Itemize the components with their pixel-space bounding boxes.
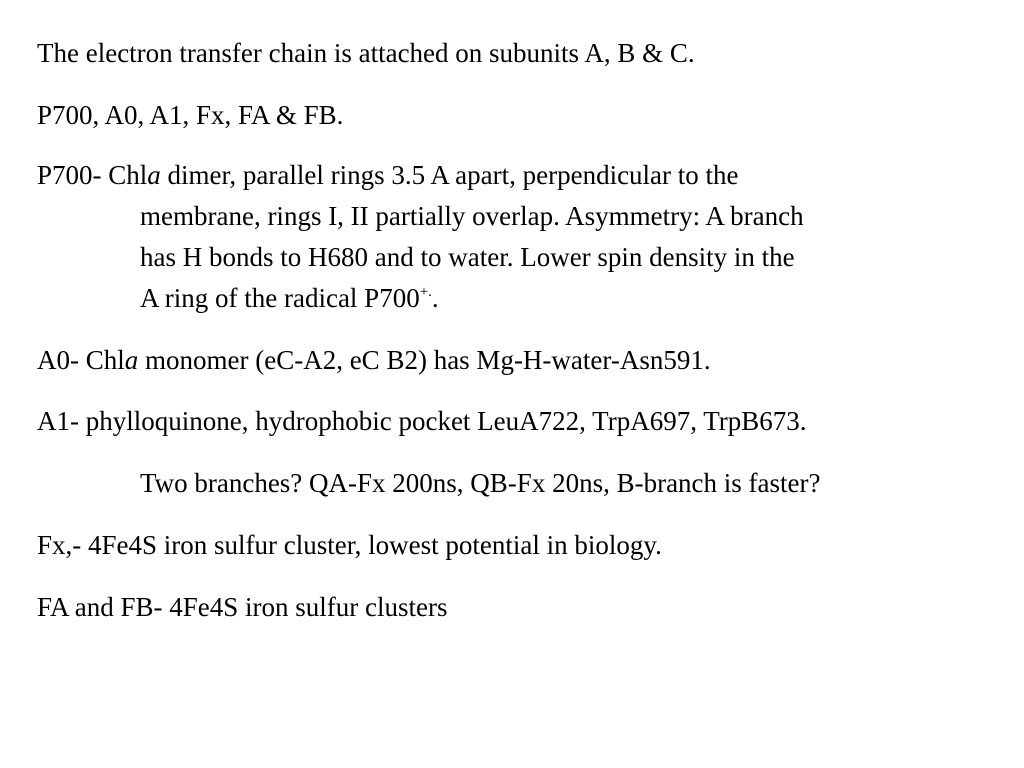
- line-p700-membrane: membrane, rings I, II partially overlap. Asymmetry: A branch: [140, 201, 804, 231]
- radical-end: .: [431, 283, 439, 313]
- line-fx-description: Fx,- 4Fe4S iron sulfur cluster, lowest potential in biology.: [37, 530, 662, 560]
- line-two-branches: Two branches? QA-Fx 200ns, QB-Fx 20ns, B-branch is faster?: [140, 468, 821, 498]
- line-a1-description: A1- phylloquinone, hydrophobic pocket LeuA722, TrpA697, TrpB673.: [37, 406, 807, 436]
- p700-chl-a-italic: a: [147, 160, 161, 190]
- a0-chl-a-italic: a: [124, 345, 139, 375]
- a0-suffix: monomer (eC-A2, eC B2) has Mg-H-water-Asn591.: [138, 345, 711, 375]
- radical-text: A ring of the radical P700: [140, 283, 420, 313]
- line-p700-radical: [140, 278, 439, 319]
- line-cofactor-list: P700, A0, A1, Fx, FA & FB.: [37, 100, 344, 130]
- p700-suffix: dimer, parallel rings 3.5 A apart, perpendicular to the: [160, 160, 739, 190]
- line-fa-fb-description: FA and FB- 4Fe4S iron sulfur clusters: [37, 592, 448, 622]
- line-p700-description: [37, 155, 739, 196]
- a0-prefix: A0- Chl: [37, 345, 125, 375]
- p700-prefix: P700- Chl: [37, 160, 148, 190]
- line-p700-hbonds: has H bonds to H680 and to water. Lower spin density in the: [140, 242, 795, 272]
- line-electron-transfer-chain: The electron transfer chain is attached on subunits A, B & C.: [37, 38, 695, 68]
- line-a0-description: [37, 340, 711, 381]
- radical-superscript: +.: [419, 284, 432, 300]
